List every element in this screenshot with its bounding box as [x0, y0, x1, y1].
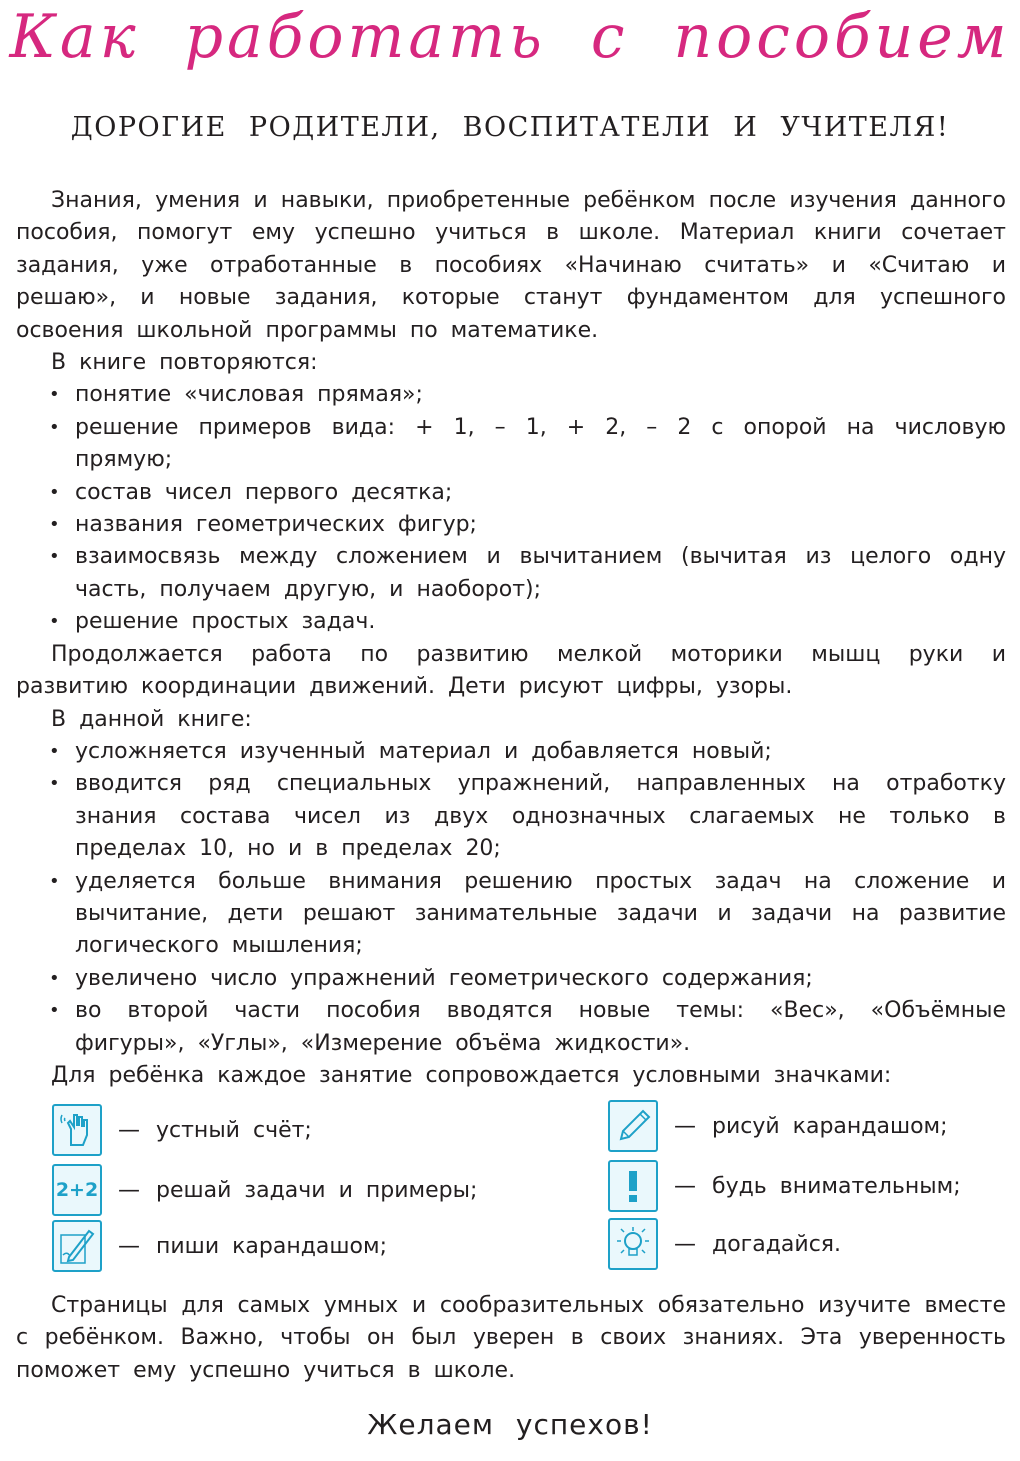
icon-legend [0, 1100, 1020, 1280]
legend-dash: — [674, 1231, 696, 1257]
list-item: • увеличено число упражнений геометрического содержания; [16, 963, 1006, 995]
legend-solve [52, 1164, 477, 1216]
book-heading: В данной книге: [51, 706, 252, 732]
exclamation-icon [608, 1160, 658, 1212]
page-subtitle: ДОРОГИЕ РОДИТЕЛИ, ВОСПИТАТЕЛИ И УЧИТЕЛЯ! [70, 112, 950, 143]
list-item: • решение примеров вида: + 1, – 1, + 2, – 2 с опорой на числовую прямую; [16, 412, 1006, 477]
legend-dash: — [118, 1233, 140, 1259]
legend-attention [608, 1160, 961, 1212]
book-list [16, 736, 1006, 1060]
legend-label: будь внимательным; [712, 1173, 961, 1199]
list-item: • решение простых задач. [16, 606, 1006, 638]
legend-oral-count [52, 1104, 312, 1156]
closing-wish: Желаем успехов! [367, 1408, 653, 1441]
list-item: • усложняется изученный материал и добавляется новый; [16, 736, 1006, 768]
icons-intro: Для ребёнка каждое занятие сопровождается условными значками: [51, 1062, 892, 1088]
list-item: • названия геометрических фигур; [16, 509, 1006, 541]
list-item: • понятие «числовая прямая»; [16, 379, 1006, 411]
legend-write [52, 1220, 387, 1272]
legend-dash: — [118, 1117, 140, 1143]
closing-text [16, 1290, 1006, 1387]
list-item: • во второй части пособия вводятся новые темы: «Вес», «Объёмные фигуры», «Углы», «Измерение объёма жидкости». [16, 995, 1006, 1060]
legend-label: решай задачи и примеры; [156, 1177, 478, 1203]
legend-dash: — [118, 1177, 140, 1203]
list-item: • вводится ряд специальных упражнений, направленных на отработку знания состава чисел из двух однозначных слагаемых не только в пределах 10, но и в пределах 20; [16, 768, 1006, 865]
list-item: • уделяется больше внимания решению простых задач на сложение и вычитание, дети решают занимательные задачи и задачи на развитие логического мышления; [16, 866, 1006, 963]
list-item: • состав чисел первого десятка; [16, 477, 1006, 509]
pencil-drawing-icon [608, 1100, 658, 1152]
legend-guess [608, 1218, 841, 1270]
lightbulb-icon [608, 1218, 658, 1270]
repeat-list [16, 379, 1006, 638]
motorics-paragraph: Продолжается работа по развитию мелкой моторики мышц руки и развитию координации движений. Дети рисуют цифры, узоры. [16, 641, 1006, 700]
legend-label: рисуй карандашом; [712, 1113, 948, 1139]
legend-dash: — [674, 1113, 696, 1139]
legend-label: догадайся. [712, 1231, 842, 1257]
legend-label: устный счёт; [156, 1117, 312, 1143]
repeat-heading: В книге повторяются: [51, 350, 318, 376]
list-item: • взаимосвязь между сложением и вычитанием (вычитая из целого одну часть, получаем другую, и наоборот); [16, 541, 1006, 606]
legend-draw [608, 1100, 948, 1152]
body-text [16, 185, 1006, 1092]
legend-dash: — [674, 1173, 696, 1199]
closing-paragraph: Страницы для самых умных и сообразительных обязательно изучите вместе с ребёнком. Важно, чтобы он был уверен в своих знаниях. Эта уверенность поможет ему успешно учиться в школе. [16, 1293, 1006, 1383]
pen-writing-icon [52, 1220, 102, 1272]
legend-label: пиши карандашом; [156, 1233, 387, 1259]
intro-paragraph: Знания, умения и навыки, приобретенные ребёнком после изучения данного пособия, помогут ему успешно учиться в школе. Материал книги сочетает задания, уже отработанные в пособиях «Начинаю считать» и «Считаю и решаю», и новые задания, которые станут фундаментом для успешного освоения школьной программы по математике. [16, 188, 1006, 343]
page-title: Как работать с пособием [9, 2, 1011, 72]
hand-counting-icon [52, 1104, 102, 1156]
two-plus-two-icon: 2+2 [52, 1164, 102, 1216]
